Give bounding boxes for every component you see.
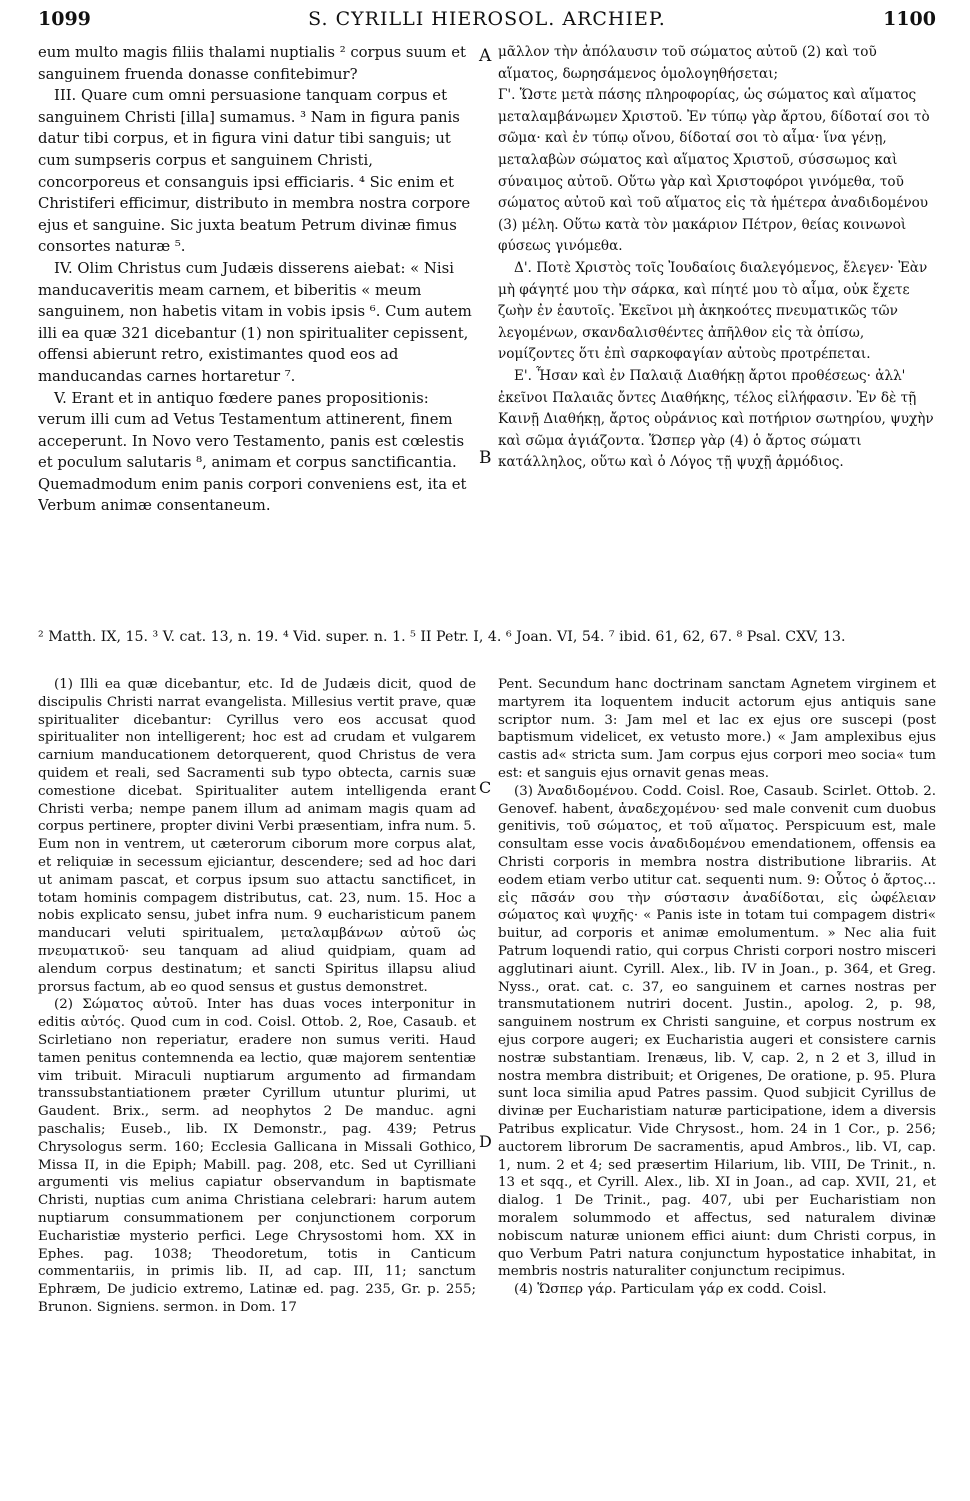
latin-paragraph: eum multo magis filiis thalami nuptialis ² corpus suum et sanguinem fruenda donasse confitebimur? — [38, 44, 466, 83]
column-markers — [477, 42, 497, 630]
greek-paragraph: Ε'. Ἦσαν καὶ ἐν Παλαιᾷ Διαθήκῃ ἄρτοι προθέσεως· ἀλλ' ἐκεῖνοι Παλαιᾶς ὄντες Διαθήκης, τέλος εἰλήφασιν. Ἐν δὲ τῇ Καινῇ Διαθήκῃ, ἄρτος οὐράνιος καὶ ποτήριον σωτηρίου, ψυχὴν καὶ σῶμα ἁγιάζοντα. Ὥσπερ γὰρ (4) ὁ ἄρτος σώματι κατάλληλος, οὕτω καὶ ὁ Λόγος τῇ ψυχῇ ἁρμόδιος. — [498, 367, 934, 471]
notes-left-column — [38, 676, 476, 1496]
page-number-left: 1099 — [38, 8, 91, 30]
margin-mark-d: D — [479, 1132, 492, 1151]
scripture-references: ² Matth. IX, 15. ³ V. cat. 13, n. 19. ⁴ Vid. super. n. 1. ⁵ II Petr. I, 4. ⁶ Joan. VI, 54. ⁷ ibid. 61, 62, 67. ⁸ Psal. CXV, 13. — [38, 629, 846, 645]
note-paragraph: (4) Ὥσπερ γάρ. Particulam γάρ ex codd. Coisl. — [514, 1282, 827, 1298]
latin-paragraph: V. Erant et in antiquo fœdere panes propositionis: verum illi cum ad Vetus Testamentum attinerent, finem acceperunt. In Novo vero Testamento, panis est cœlestis et poculum salutaris ⁸, animam et corpus sanctificantia. Quemadmodum enim panis corpori conveniens est, ita et Verbum animæ consentaneum. — [38, 389, 467, 515]
latin-text-column — [38, 42, 476, 630]
note-paragraph: (2) Σώματος αὐτοῦ. Inter has duas voces interponitur in editis αὐτός. Quod cum in cod. Coisl. Ottob. 2, Roe, Casaub. et Scirletiano non reperiatur, eradere non sumus veriti. Haud tamen penitus contemnenda ea lectio, quæ majorem sententiæ vim tribuit. Miraculi nuptiarum argumento ad firmandam transsubstantiationem præter Cyrillum utuntur plurimi, ut Gaudent. Brix., serm. ad neophytos 2 De manduc. agni paschalis; Euseb., lib. IX Demonstr., pag. 439; Petrus Chrysologus serm. 160; Ecclesia Gallicana in Missali Gothico, Missa II, in die Epiph; Mabill. pag. 208, etc. Sed ut Cyrilliani argumenti vis melius capiatur observandum in baptismate Christi, nuptias cum anima Christiana celebrari: harum autem nuptiarum consummationem per conjunctionem corporum Eucharistiæ mysterio perfici. Lege Chrysostomi hom. XX in Ephes. pag. 1038; Theodoretum, totis in Canticum commentariis, in primis lib. II, ad cap. III, 11; sanctum Ephræm, De judicio extremo, Latinæ ed. pag. 235, Gr. p. 255; Brunon. Signiens. sermon. in Dom. 17 — [38, 997, 476, 1315]
page-header — [38, 8, 936, 38]
note-paragraph: (1) Illi ea quæ dicebantur, etc. Id de Judæis dicit, quod de discipulis Christi narrat evangelista. Millesius vertit prave, quæ spiritualiter dicebantur: Cyrillus vero eos accusat quod spiritualiter non intelligerent; hoc est ad crudam et vulgarem carnium manducationem detorquerent, quod Christus de vera quidem et reali, sed Sacramenti sub typo obtecta, carnis suæ comestione dicebat. Spiritualiter autem intelligenda erant Christi verba; nempe panem illum ad animam magis quam ad corpus pertinere, propter divini Verbi præsentiam, infra num. 5. Eum non in ventrem, ut cæterorum ciborum more corpus alat, et reliquiæ in secessum ejiciantur, descendere; sed ad hoc dari ut animam pascat, et corpus ipsum suo attactu sanctificet, in totam hominis compagem distributus, cat. 23, num. 15. Hoc a nobis explicato sensu, jubet infra num. 9 eucharisticum panem manducari veluti spiritualem, μεταλαμβάνων αὐτοῦ ὡς πνευματικοῦ· seu tanquam ad aliud quidpiam, quam ad alendum corpus destinatum; et sancti Spiritus illapsu aliud prorsus factum, ab eo quod sensus et gustus demonstret. — [38, 677, 476, 995]
notes-markers — [477, 676, 497, 1496]
margin-mark-a: A — [479, 46, 492, 66]
greek-text-column — [498, 42, 936, 630]
note-paragraph: Pent. Secundum hanc doctrinam sanctam Agnetem virginem et martyrem ita loquentem inducit actorum ejus antiquis sane scriptor num. 3: Jam mel et lac ex ejus ore suscepi (post baptismum videlicet, ex vetusto more.) « Jam amplexibus ejus castis ad« stricta sum. Jam corpus ejus corpori meo socia« tum est: et sanguis ejus ornavit genas meas. — [498, 677, 936, 781]
greek-paragraph: Γ'. Ὥστε μετὰ πάσης πληροφορίας, ὡς σώματος καὶ αἵματος μεταλαμβάνωμεν Χριστοῦ. Ἐν τύπῳ γὰρ ἄρτου, δίδοταί σοι τὸ σῶμα· καὶ ἐν τύπῳ οἴνου, δίδοταί σοι τὸ αἷμα· ἵνα γένῃ, μεταλαβὼν σώματος καὶ αἵματος Χριστοῦ, σύσσωμος καὶ σύναιμος αὐτοῦ. Οὕτω γὰρ καὶ Χριστοφόροι γινόμεθα, τοῦ σώματος αὐτοῦ καὶ τοῦ αἵματος εἰς τὰ ἡμέτερα ἀναδιδομένου (3) μέλη. Οὕτω κατὰ τὸν μακάριον Πέτρον, θείας κοινωνοὶ φύσεως γινόμεθα. — [498, 87, 930, 255]
note-paragraph: (3) Ἀναδιδομένου. Codd. Coisl. Roe, Casaub. Scirlet. Ottob. 2. Genovef. habent, ἀναδεχομένου· sed male convenit cum duobus genitivis, τοῦ σώματος, et τοῦ αἵματος. Perspicuum est, male consultam esse vocis ἀναδιδομένου emendationem, offensis ea Christi corporis in membra nostra distributione librariis. At eodem etiam verbo utitur cat. sequenti num. 9: Οὗτος ὁ ἄρτος... εἰς πᾶσάν σου τὴν σύστασιν ἀναδίδοται, εἰς ὠφέλειαν σώματος καὶ ψυχῆς· « Panis iste in totam tui compagem distri« buitur, ad corporis et animæ emolumentum. » Nec alia fuit Patrum loquendi ratio, qui corpus Christi corpori nostro misceri agglutinari aiunt. Cyrill. Alex., lib. IV in Joan., p. 364, et Greg. Nyss., orat. cat. c. 37, eo sanguinem et carnes nostras per transmutationem nutriri docent. Justin., apolog. 2, p. 98, sanguinem nostrum ex Christi sanguine, et corpus nostrum ex ejus corpore augeri; ex Eucharistia augeri et consistere carnis nostræ substantiam. Irenæus, lib. V, cap. 2, n 2 et 3, illud in nostra membra distribuit; et Origenes, De oratione, p. 95. Plura sunt loca similia apud Patres passim. Quod subjicit Cyrillus de divinæ per Eucharistiam naturæ participatione, idem a diversis Patribus explicatur. Vide Chrysost., hom. 24 in 1 Cor., p. 256; auctorem librorum De sacramentis, apud Ambros., lib. VI, cap. 1, num. 2 et 4; sed præsertim Hilarium, lib. VIII, De Trinit., n. 13 et sqq., et Cyrill. Alex., lib. XI in Joan., ad cap. XVII, 21, et dialog. 1 De Trinit., pag. 407, ubi per Eucharistiam non moralem solummodo et affectus, sed naturalem divinæ nobiscum naturæ unionem effici aiunt: dum Christi corpus, in quo Verbum Patri natura conjunctum hypostatice inhabitat, in membris nostris naturaliter conjunctum recipimus. — [498, 783, 936, 1280]
margin-mark-c: C — [479, 778, 492, 797]
margin-mark-b: B — [479, 448, 492, 468]
greek-paragraph: Δ'. Ποτὲ Χριστὸς τοῖς Ἰουδαίοις διαλεγόμενος, ἔλεγεν· Ἐὰν μὴ φάγητέ μου τὴν σάρκα, καὶ πίητέ μου τὸ αἷμα, οὐκ ἔχετε ζωὴν ἐν ἑαυτοῖς. Ἐκεῖνοι μὴ ἀκηκοότες πνευματικῶς τῶν λεγομένων, σκανδαλισθέντες ἀπῆλθον εἰς τὰ ὀπίσω, νομίζοντες ὅτι ἐπὶ σαρκοφαγίαν αὐτοὺς προτρέπεται. — [498, 259, 928, 363]
page-number-right: 1100 — [883, 8, 936, 30]
latin-paragraph: III. Quare cum omni persuasione tanquam corpus et sanguinem Christi [illa] sumamus. ³ Nam in figura panis datur tibi corpus, et in figura vini datur tibi sanguis; ut cum sumpseris corpus et sanguinem Christi, concorporeus et consanguis ipsi efficiaris. ⁴ Sic enim et Christiferi efficimur, distributo in membra nostra corpore ejus et sanguine. Sic juxta beatum Petrum divinæ fimus consortes naturæ ⁵. — [38, 87, 471, 256]
greek-paragraph: μᾶλλον τὴν ἀπόλαυσιν τοῦ σώματος αὐτοῦ (2) καὶ τοῦ αἵματος, δωρησάμενος ὁμολογηθήσεται; — [498, 44, 877, 82]
latin-paragraph: IV. Olim Christus cum Judæis disserens aiebat: « Nisi manducaveritis meam carnem, et biberitis « meum sanguinem, non habetis vitam in vobis ipsis ⁶. Cum autem illi ea quæ 321 dicebantur (1) non spiritualiter cepissent, offensi abierunt retro, existimantes quod eos ad manducandas carnes hortaretur ⁷. — [38, 259, 472, 385]
notes-right-column — [498, 676, 936, 1496]
running-title: S. CYRILLI HIEROSOL. ARCHIEP. — [308, 8, 666, 30]
